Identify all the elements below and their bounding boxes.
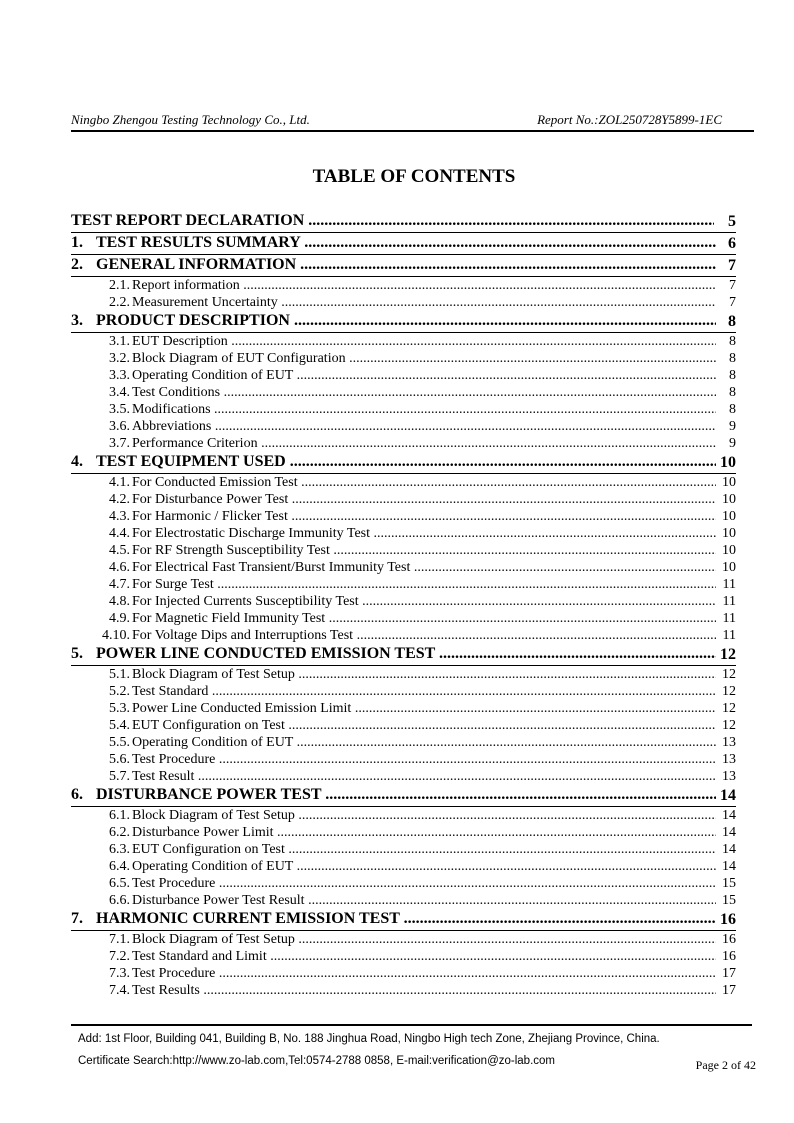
toc-entry-page: 10 <box>722 509 736 524</box>
toc-entry-number: 1. <box>71 234 83 251</box>
toc-entry-page: 8 <box>728 313 736 330</box>
toc-subsection-entry[interactable] <box>71 542 736 559</box>
toc-entry-number: 4.9. <box>109 611 130 626</box>
toc-subsection-entry[interactable] <box>71 294 736 311</box>
company-name: Ningbo Zhengou Testing Technology Co., Ltd. <box>71 112 310 127</box>
toc-entry-page: 17 <box>722 983 736 998</box>
toc-subsection-entry[interactable] <box>71 610 736 627</box>
toc-entry-page: 14 <box>722 859 736 874</box>
toc-entry-page: 16 <box>722 949 736 964</box>
toc-entry-page: 10 <box>722 543 736 558</box>
toc-entry-page: 11 <box>722 628 736 643</box>
toc-entry-title: For Injected Currents Susceptibility Test ..... <box>132 594 716 610</box>
toc-entry-number: 6.1. <box>109 808 130 823</box>
toc-subsection-entry[interactable] <box>71 683 736 700</box>
toc-entry-page: 13 <box>722 735 736 750</box>
toc-entry-number: 4.3. <box>109 509 130 524</box>
toc-entry-page: 8 <box>729 368 736 383</box>
toc-entry-number: 3.2. <box>109 351 130 366</box>
toc-section-entry[interactable] <box>71 255 736 277</box>
toc-entry-title: Disturbance Power Limit ..... <box>132 825 716 841</box>
toc-entry-page: 12 <box>722 684 736 699</box>
toc-entry-title: EUT Configuration on Test ..... <box>132 842 716 858</box>
toc-entry-page: 14 <box>722 808 736 823</box>
toc-entry-page: 16 <box>720 911 736 928</box>
toc-entry-number: 3.6. <box>109 419 130 434</box>
toc-entry-number: 5.6. <box>109 752 130 767</box>
toc-subsection-entry[interactable] <box>71 807 736 824</box>
toc-entry-title: Disturbance Power Test Result ..... <box>132 893 716 909</box>
toc-entry-number: 3.7. <box>109 436 130 451</box>
toc-subsection-entry[interactable] <box>71 401 736 418</box>
toc-entry-number: 4.4. <box>109 526 130 541</box>
footer-certificate: Certificate Search:http://www.zo-lab.com,Tel:0574-2788 0858, E-mail:verification@zo-lab.com <box>78 1055 555 1067</box>
toc-entry-page: 7 <box>729 295 736 310</box>
toc-entry-title: Test Procedure ..... <box>132 752 716 768</box>
toc-entry-page: 10 <box>720 454 736 471</box>
toc-subsection-entry[interactable] <box>71 367 736 384</box>
toc-entry-title: For Conducted Emission Test ..... <box>132 475 716 491</box>
toc-entry-title: Block Diagram of Test Setup ..... <box>132 667 716 683</box>
toc-entry-number: 4.5. <box>109 543 130 558</box>
toc-entry-title: For Surge Test ..... <box>132 577 716 593</box>
toc-entry-title: TEST REPORT DECLARATION ..... <box>71 212 714 230</box>
toc-subsection-entry[interactable] <box>71 435 736 452</box>
toc-entry-title: For Magnetic Field Immunity Test ..... <box>132 611 716 627</box>
toc-section-entry[interactable] <box>71 452 736 474</box>
toc-entry-title: Block Diagram of EUT Configuration ..... <box>132 351 716 367</box>
toc-section-entry[interactable] <box>71 211 736 233</box>
toc-entry-page: 10 <box>722 560 736 575</box>
toc-entry-number: 4.8. <box>109 594 130 609</box>
toc-entry-title: Block Diagram of Test Setup ..... <box>132 932 716 948</box>
toc-entry-page: 12 <box>720 646 736 663</box>
toc-entry-number: 2.1. <box>109 278 130 293</box>
page-title: TABLE OF CONTENTS <box>312 166 516 187</box>
toc-subsection-entry[interactable] <box>71 965 736 982</box>
toc-subsection-entry[interactable] <box>71 384 736 401</box>
toc-entry-page: 15 <box>722 876 736 891</box>
toc-subsection-entry[interactable] <box>71 627 736 644</box>
toc-entry-title: EUT Description ..... <box>132 334 716 350</box>
toc-entry-number: 6.3. <box>109 842 130 857</box>
toc-entry-number: 7.4. <box>109 983 130 998</box>
footer-address: Add: 1st Floor, Building 041, Building B, No. 188 Jinghua Road, Ningbo High tech Zone, Zhejiang Province, China. <box>78 1033 660 1045</box>
toc-entry-title: Test Standard ..... <box>132 684 716 700</box>
toc-subsection-entry[interactable] <box>71 751 736 768</box>
toc-entry-page: 10 <box>722 492 736 507</box>
toc-entry-title: For Electrical Fast Transient/Burst Immunity Test ..... <box>132 560 716 576</box>
toc-entry-number: 3. <box>71 312 83 329</box>
toc-entry-page: 15 <box>722 893 736 908</box>
toc-subsection-entry[interactable] <box>71 700 736 717</box>
toc-subsection-entry[interactable] <box>71 734 736 751</box>
toc-entry-page: 11 <box>722 594 736 609</box>
toc-entry-page: 12 <box>722 718 736 733</box>
toc-entry-title: Test Result ..... <box>132 769 716 785</box>
toc-entry-number: 5.7. <box>109 769 130 784</box>
toc-subsection-entry[interactable] <box>71 333 736 350</box>
toc-entry-number: 3.4. <box>109 385 130 400</box>
toc-entry-page: 14 <box>722 842 736 857</box>
toc-subsection-entry[interactable] <box>71 508 736 525</box>
toc-entry-title: For Voltage Dips and Interruptions Test ..... <box>132 628 716 644</box>
toc-section-entry[interactable] <box>71 311 736 333</box>
toc-entry-title: Report information ..... <box>132 278 716 294</box>
toc-entry-title: Test Procedure ..... <box>132 876 716 892</box>
toc-entry-page: 8 <box>729 402 736 417</box>
toc-entry-title: EUT Configuration on Test ..... <box>132 718 716 734</box>
toc-entry-page: 12 <box>722 701 736 716</box>
toc-entry-title: Block Diagram of Test Setup ..... <box>132 808 716 824</box>
toc-entry-title: Measurement Uncertainty ..... <box>132 295 716 311</box>
toc-entry-number: 4.6. <box>109 560 130 575</box>
toc-entry-page: 13 <box>722 752 736 767</box>
toc-subsection-entry[interactable] <box>71 277 736 294</box>
toc-subsection-entry[interactable] <box>71 824 736 841</box>
toc-entry-title: Test Conditions ..... <box>132 385 716 401</box>
toc-entry-page: 8 <box>729 385 736 400</box>
toc-entry-title: Operating Condition of EUT ..... <box>132 368 716 384</box>
toc-entry-page: 6 <box>728 235 736 252</box>
toc-subsection-entry[interactable] <box>71 892 736 909</box>
toc-subsection-entry[interactable] <box>71 576 736 593</box>
toc-entry-title: Test Standard and Limit ..... <box>132 949 716 965</box>
toc-entry-page: 16 <box>722 932 736 947</box>
toc-entry-title: For Harmonic / Flicker Test ..... <box>132 509 716 525</box>
toc-entry-number: 5. <box>71 645 83 662</box>
toc-subsection-entry[interactable] <box>71 768 736 785</box>
toc-subsection-entry[interactable] <box>71 717 736 734</box>
toc-subsection-entry[interactable] <box>71 474 736 491</box>
toc-entry-page: 8 <box>729 334 736 349</box>
toc-entry-title: TEST RESULTS SUMMARY ..... <box>96 234 716 252</box>
toc-entry-title: HARMONIC CURRENT EMISSION TEST ..... <box>96 910 716 928</box>
toc-entry-number: 4.7. <box>109 577 130 592</box>
toc-entry-number: 6.2. <box>109 825 130 840</box>
toc-entry-page: 9 <box>729 436 736 451</box>
toc-entry-title: Operating Condition of EUT ..... <box>132 859 716 875</box>
toc-entry-title: For Disturbance Power Test ..... <box>132 492 716 508</box>
toc-entry-number: 5.3. <box>109 701 130 716</box>
toc-entry-number: 3.3. <box>109 368 130 383</box>
toc-entry-number: 4.2. <box>109 492 130 507</box>
toc-entry-title: Test Results ..... <box>132 983 716 999</box>
toc-entry-number: 3.1. <box>109 334 130 349</box>
toc-entry-title: TEST EQUIPMENT USED ..... <box>96 453 716 471</box>
toc-entry-number: 6. <box>71 786 83 803</box>
toc-entry-page: 10 <box>722 526 736 541</box>
toc-entry-page: 14 <box>720 787 736 804</box>
toc-entry-number: 7. <box>71 910 83 927</box>
toc-entry-page: 5 <box>728 213 736 230</box>
toc-subsection-entry[interactable] <box>71 593 736 610</box>
toc-entry-number: 3.5. <box>109 402 130 417</box>
toc-entry-number: 5.5. <box>109 735 130 750</box>
toc-subsection-entry[interactable] <box>71 418 736 435</box>
toc-subsection-entry[interactable] <box>71 948 736 965</box>
toc-entry-number: 2.2. <box>109 295 130 310</box>
toc-entry-number: 4. <box>71 453 83 470</box>
footer-divider <box>71 1024 752 1026</box>
toc-subsection-entry[interactable] <box>71 875 736 892</box>
toc-subsection-entry[interactable] <box>71 931 736 948</box>
toc-entry-number: 7.3. <box>109 966 130 981</box>
toc-entry-number: 5.4. <box>109 718 130 733</box>
toc-subsection-entry[interactable] <box>71 841 736 858</box>
toc-subsection-entry[interactable] <box>71 525 736 542</box>
toc-entry-page: 8 <box>729 351 736 366</box>
toc-section-entry[interactable] <box>71 785 736 807</box>
toc-entry-number: 6.6. <box>109 893 130 908</box>
toc-entry-page: 7 <box>728 257 736 274</box>
toc-entry-page: 10 <box>722 475 736 490</box>
toc-entry-page: 12 <box>722 667 736 682</box>
toc-subsection-entry[interactable] <box>71 559 736 576</box>
toc-entry-page: 9 <box>729 419 736 434</box>
toc-entry-title: Performance Criterion ..... <box>132 436 716 452</box>
toc-entry-number: 7.2. <box>109 949 130 964</box>
toc-entry-title: GENERAL INFORMATION ..... <box>96 256 716 274</box>
toc-entry-number: 5.1. <box>109 667 130 682</box>
toc-entry-title: PRODUCT DESCRIPTION ..... <box>96 312 716 330</box>
toc-section-entry[interactable] <box>71 909 736 931</box>
toc-entry-number: 7.1. <box>109 932 130 947</box>
toc-subsection-entry[interactable] <box>71 666 736 683</box>
toc-subsection-entry[interactable] <box>71 858 736 875</box>
toc-entry-title: Operating Condition of EUT ..... <box>132 735 716 751</box>
toc-entry-page: 14 <box>722 825 736 840</box>
toc-entry-title: POWER LINE CONDUCTED EMISSION TEST ..... <box>96 645 716 663</box>
toc-entry-title: For RF Strength Susceptibility Test ..... <box>132 543 716 559</box>
toc-section-entry[interactable] <box>71 233 736 255</box>
toc-entry-title: Abbreviations ..... <box>132 419 716 435</box>
toc-entry-title: Test Procedure ..... <box>132 966 716 982</box>
report-number: Report No.:ZOL250728Y5899-1EC <box>537 112 722 127</box>
page-header <box>71 110 754 132</box>
toc-entry-title: Modifications ..... <box>132 402 716 418</box>
toc-entry-page: 17 <box>722 966 736 981</box>
toc-entry-title: DISTURBANCE POWER TEST ..... <box>96 786 716 804</box>
toc-entry-number: 6.5. <box>109 876 130 891</box>
toc-section-entry[interactable] <box>71 644 736 666</box>
toc-subsection-entry[interactable] <box>71 350 736 367</box>
toc-entry-page: 11 <box>722 611 736 626</box>
toc-entry-number: 5.2. <box>109 684 130 699</box>
toc-subsection-entry[interactable] <box>71 491 736 508</box>
toc-entry-number: 2. <box>71 256 83 273</box>
toc-entry-number: 4.1. <box>109 475 130 490</box>
toc-entry-number: 4.10. <box>102 628 130 643</box>
toc-entry-page: 11 <box>722 577 736 592</box>
toc-subsection-entry[interactable] <box>71 982 736 999</box>
toc-entry-title: For Electrostatic Discharge Immunity Test ..... <box>132 526 716 542</box>
toc-entry-number: 6.4. <box>109 859 130 874</box>
toc-entry-page: 7 <box>729 278 736 293</box>
table-of-contents <box>71 211 736 999</box>
toc-entry-page: 13 <box>722 769 736 784</box>
page-number: Page 2 of 42 <box>695 1058 756 1072</box>
toc-entry-title: Power Line Conducted Emission Limit ..... <box>132 701 716 717</box>
